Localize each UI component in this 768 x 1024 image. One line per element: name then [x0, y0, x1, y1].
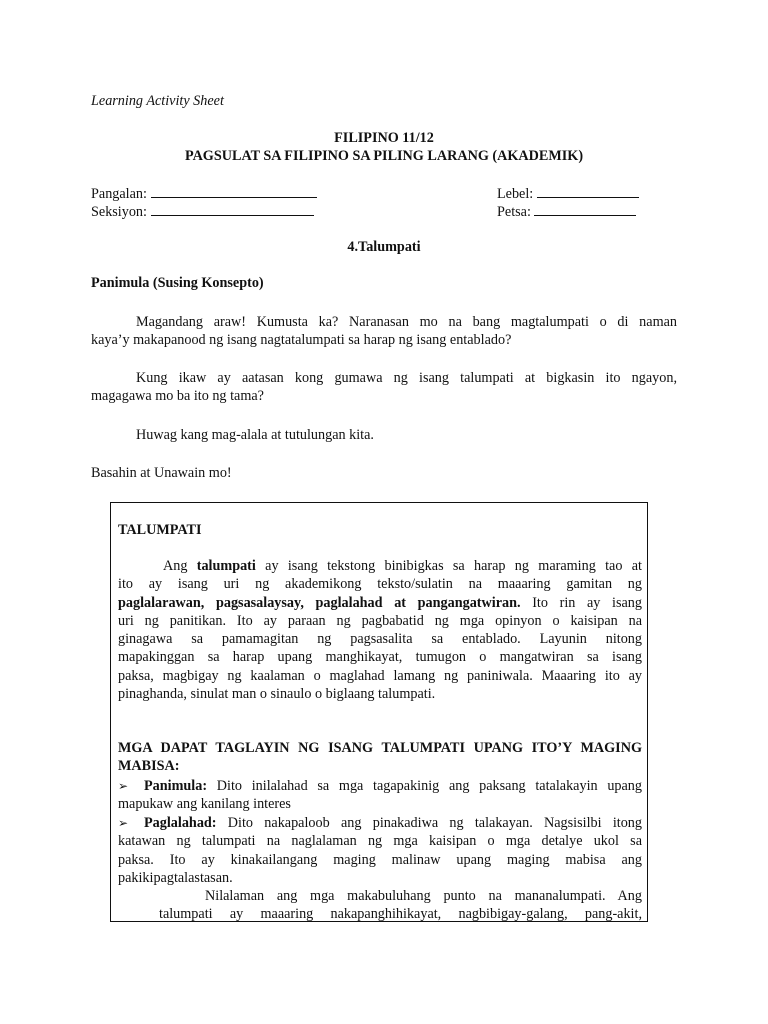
intro-p4: Basahin at Unawain mo! — [91, 465, 232, 481]
bullet-paglalahad-row — [118, 814, 642, 832]
box-definition — [118, 557, 642, 703]
intro-p3: Huwag kang mag-alala at tutulungan kita. — [136, 427, 374, 443]
paglalahad-line3: paksa. Ito ay kinakailangang maging malinaw upang maging mabisa ang — [118, 851, 642, 868]
bullet-panimula — [118, 777, 642, 814]
panimula-text: Dito inilalahad sa mga tagapakinig ang paksang tatalakayin upang — [207, 778, 642, 794]
arrow-bullet-icon: ➢ — [118, 816, 129, 830]
box-tail — [118, 887, 642, 922]
pangalan-blank[interactable] — [151, 185, 317, 198]
def-line-3 — [118, 594, 642, 612]
def-line-6: mapakinggan sa harap upang manghikayat, tumugon o mangatwiran sa isang — [118, 649, 642, 666]
paglalahad-text: Dito nakapaloob ang pinakadiwa ng talakayan. Nagsisilbi itong — [216, 815, 642, 831]
panimula-label: Panimula: — [144, 778, 208, 794]
intro-heading: Panimula (Susing Konsepto) — [91, 275, 264, 291]
bullet-panimula-row — [118, 777, 642, 795]
intro-p1-line2: kaya’y makapanood ng isang nagtatalumpati sa harap ng isang entablado? — [91, 332, 512, 348]
sheet-label: Learning Activity Sheet — [91, 93, 224, 109]
talumpati-box — [110, 502, 648, 922]
section-heading-line2: MABISA: — [118, 758, 180, 775]
petsa-blank[interactable] — [534, 203, 636, 216]
def-line-8: pinaghanda, sinulat man o sinaulo o biglaang talumpati. — [118, 686, 436, 703]
lesson-title: 4.Talumpati — [347, 239, 421, 255]
bullet-paglalahad — [118, 814, 642, 887]
def-line-1 — [118, 557, 642, 575]
lebel-field[interactable] — [497, 185, 639, 203]
intro-paragraph-4 — [91, 464, 677, 482]
pangalan-label: Pangalan: — [91, 186, 147, 202]
petsa-label: Petsa: — [497, 204, 531, 220]
arrow-bullet-icon: ➢ — [118, 779, 129, 793]
seksiyon-field[interactable] — [91, 203, 314, 221]
seksiyon-label: Seksiyon: — [91, 204, 147, 220]
lebel-blank[interactable] — [537, 185, 639, 198]
lebel-label: Lebel: — [497, 186, 534, 202]
course-title: PAGSULAT SA FILIPINO SA PILING LARANG (AKADEMIK) — [184, 148, 584, 164]
def-line-2: ito ay isang uri ng akademikong teksto/sulatin na maaaring gamitan ng — [118, 576, 642, 593]
section-heading-line1: MGA DAPAT TAGLAYIN NG ISANG TALUMPATI UPANG ITO’Y MAGING — [118, 740, 642, 756]
box-section-heading — [118, 739, 642, 776]
tail-line1: Nilalaman ang mga makabuluhang punto na mananalumpati. Ang — [205, 888, 642, 904]
paglalahad-line4: pakikipagtalastasan. — [118, 869, 233, 886]
def-text: Ang — [163, 558, 197, 574]
paglalahad-label: Paglalahad: — [144, 815, 217, 831]
intro-p1-line1: Magandang araw! Kumusta ka? Naranasan mo na bang magtalumpati o di naman — [136, 314, 677, 330]
def-text: ay isang tekstong binibigkas sa harap ng maraming tao at — [255, 558, 642, 574]
def-term: talumpati — [196, 558, 256, 574]
paglalahad-line1 — [144, 814, 642, 832]
pangalan-field[interactable] — [91, 185, 317, 203]
panimula-line2: mapukaw ang kanilang interes — [118, 796, 291, 813]
paglalahad-line2: katawan ng talumpati na naglalaman ng mga kaisipan o mga detalye ukol sa — [118, 833, 642, 850]
def-line-4: uri ng panitikan. Ito ay paraan ng pagbabatid ng mga opinyon o kaisipan na — [118, 612, 642, 629]
petsa-field[interactable] — [497, 203, 636, 221]
def-line-5: ginagawa sa pamamagitan ng pagsasalita sa entablado. Layunin nitong — [118, 631, 642, 648]
def-line-7: paksa, magbigay ng kaalaman o maglahad lamang ng paniniwala. Maaaring ito ay — [118, 667, 642, 684]
intro-paragraph-3 — [91, 426, 677, 444]
intro-paragraph-1 — [91, 313, 677, 349]
subject-title: FILIPINO 11/12 — [334, 130, 434, 146]
tail-line2: talumpati ay maaaring nakapanghihikayat, nagbibigay-galang, pang-akit, — [159, 906, 642, 922]
panimula-line1 — [144, 777, 642, 795]
intro-paragraph-2 — [91, 369, 677, 405]
box-title: TALUMPATI — [118, 522, 202, 538]
intro-p2-line1: Kung ikaw ay aatasan kong gumawa ng isang talumpati at bigkasin ito ngayon, — [136, 370, 677, 386]
seksiyon-blank[interactable] — [151, 203, 314, 216]
def-bold-types: paglalarawan, pagsasalaysay, paglalahad at pangangatwiran. — [118, 594, 521, 611]
intro-p2-line2: magagawa mo ba ito ng tama? — [91, 388, 264, 404]
def-text: Ito rin ay isang — [520, 594, 642, 611]
